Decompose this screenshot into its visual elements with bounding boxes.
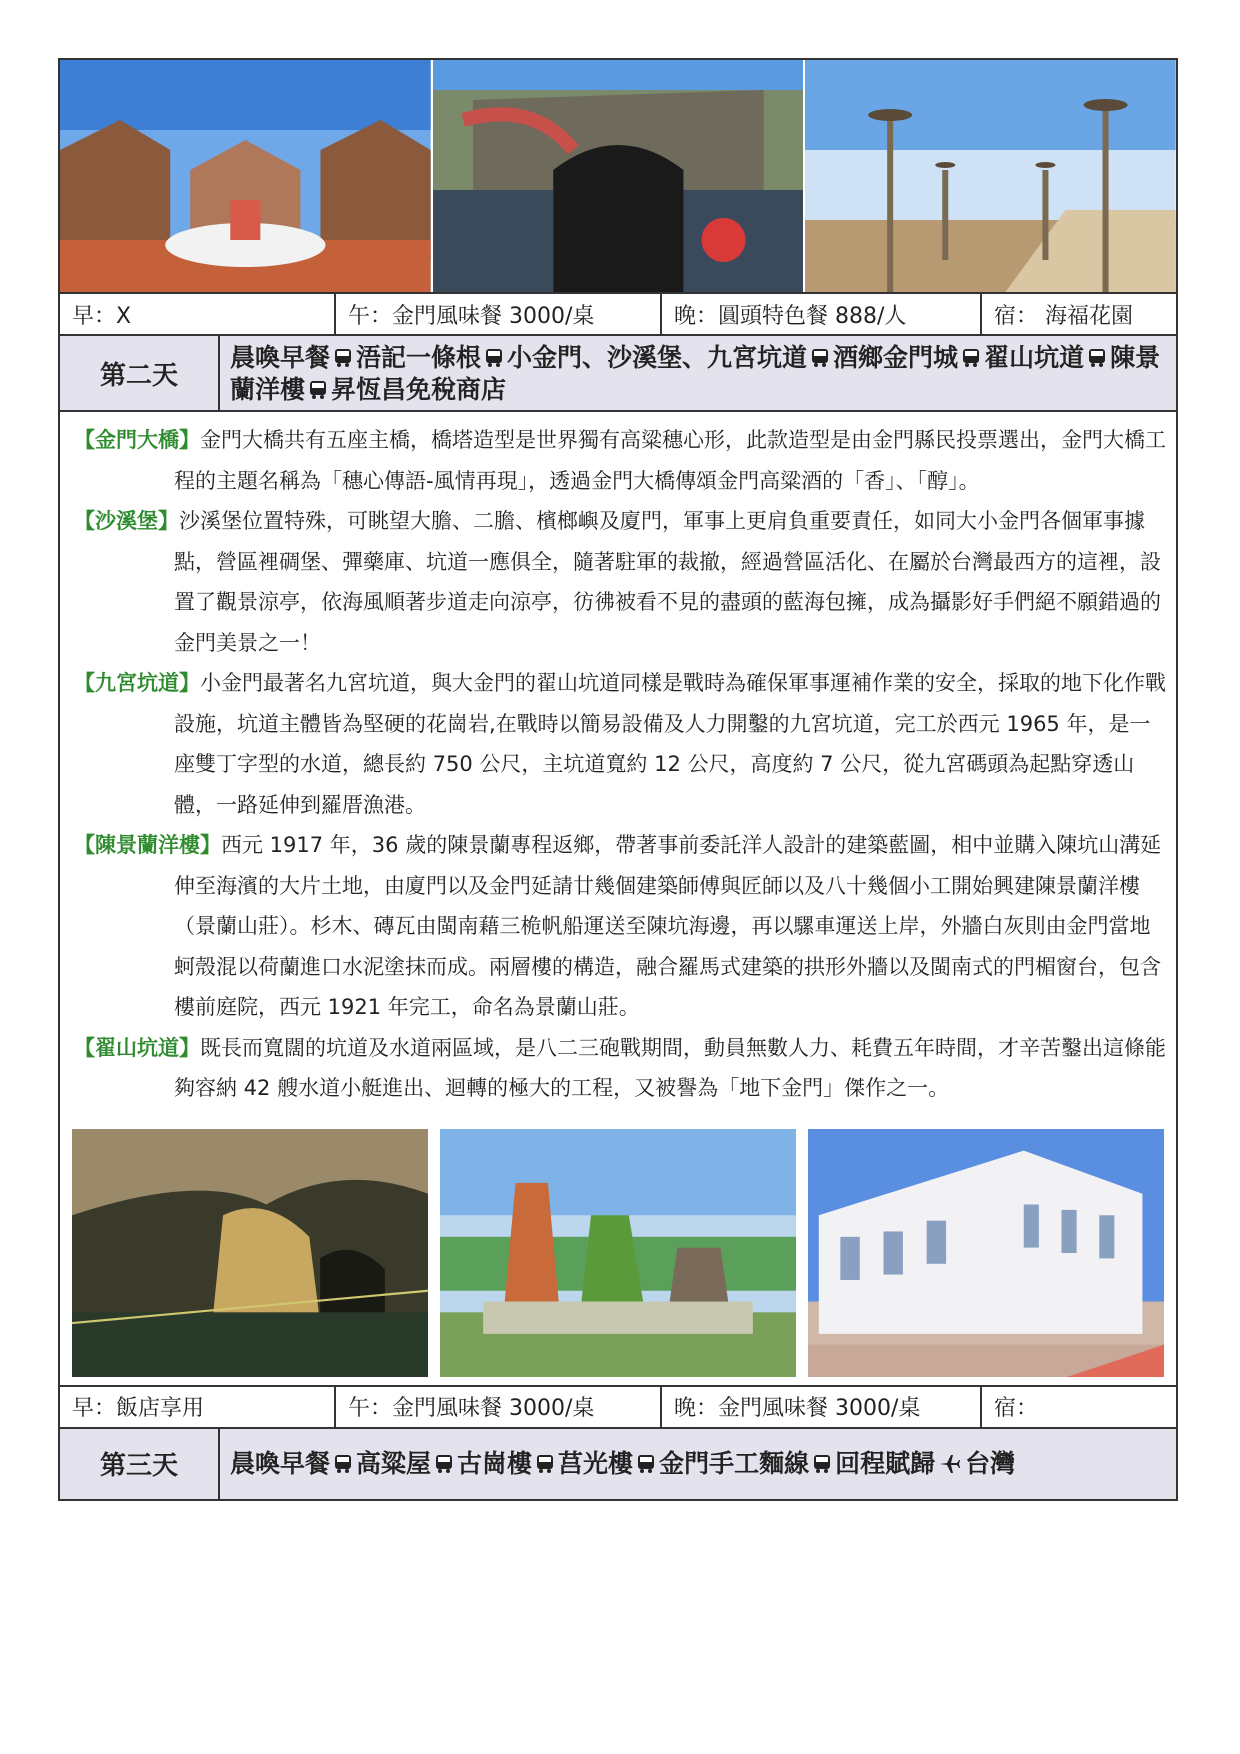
- desc-text: 小金門最著名九宮坑道，與大金門的翟山坑道同樣是戰時為確保軍事運補作業的安全，採取的地下化作戰設施，坑道主體皆為堅硬的花崗岩,在戰時以簡易設備及人力開鑿的九宮坑道，完工於西元 1965 年，是一座雙丁字型的水道，總長約 750 公尺，主坑道寬約 12 公尺，高度約 7 公尺，從九宮碼頭為起點穿透山體，一路延伸到羅厝漁港。: [174, 671, 1166, 817]
- day3-stop: 回程賦歸: [835, 1448, 936, 1478]
- day1-meals-row: [60, 294, 1176, 336]
- desc-tag: 【九宮坑道】: [74, 671, 200, 695]
- day1-lunch: 午：金門風味餐 3000/桌: [336, 294, 662, 334]
- day2-stop: 晨喚早餐: [230, 343, 331, 372]
- desc-shaxi-fort: [74, 501, 1166, 663]
- day3-stop: 莒光樓: [558, 1448, 634, 1478]
- day3-stop: 高粱屋: [356, 1448, 432, 1478]
- desc-text: 沙溪堡位置特殊，可眺望大膽、二膽、檳榔嶼及廈門，軍事上更肩負重要責任，如同大小金門各個軍事據點，營區裡碉堡、彈藥庫、坑道一應俱全，隨著駐軍的裁撤，經過營區活化、在屬於台灣最西方的這裡，設置了觀景涼亭，依海風順著步道走向涼亭，彷彿被看不見的盡頭的藍海包擁，成為攝影好手們絕不願錯過的金門美景之一！: [174, 509, 1161, 655]
- bus-icon: [962, 348, 980, 368]
- bus-icon: [1088, 348, 1106, 368]
- day2-stop: 小金門、沙溪堡、九宮坑道: [507, 343, 808, 372]
- desc-zhaishan-tunnel: [74, 1028, 1166, 1109]
- day2-stop: 酒鄉金門城: [833, 343, 959, 372]
- desc-text: 西元 1917 年，36 歲的陳景蘭專程返鄉，帶著事前委託洋人設計的建築藍圖，相中並購入陳坑山溝延伸至海濱的大片土地，由廈門以及金門延請廿幾個建築師傅與匠師以及八十幾個小工開始興建陳景蘭洋樓（景蘭山莊）。杉木、磚瓦由閩南藉三桅帆船運送至陳坑海邊，再以騾車運送上岸，外牆白灰則由金門當地蚵殼混以荷蘭進口水泥塗抹而成。兩層樓的構造，融合羅馬式建築的拱形外牆以及閩南式的門楣窗台，包含樓前庭院，西元 1921 年完工，命名為景蘭山莊。: [174, 833, 1162, 1019]
- bus-icon: [485, 348, 503, 368]
- top-photo-strip: [60, 60, 1176, 294]
- day2-breakfast: 早：飯店享用: [60, 1387, 336, 1427]
- photo-beach-sculptures: [805, 60, 1176, 292]
- airplane-icon: [939, 1454, 961, 1474]
- photo-western-mansion: [808, 1129, 1164, 1377]
- day3-stop: 晨喚早餐: [230, 1448, 331, 1478]
- day2-route: [220, 336, 1176, 410]
- photo-tunnel-entrance: [433, 60, 806, 292]
- day2-stop: 浯記一條根: [356, 343, 482, 372]
- desc-text: 金門大橋共有五座主橋，橋塔造型是世界獨有高粱穗心形，此款造型是由金門縣民投票選出，金門大橋工程的主題名稱為「穗心傳語-風情再現」，透過金門大橋傳頌金門高粱酒的「香」、「醇」。: [174, 428, 1166, 493]
- day2-dinner: 晚：金門風味餐 3000/桌: [662, 1387, 982, 1427]
- bus-icon: [637, 1454, 655, 1474]
- bus-icon: [334, 1454, 352, 1474]
- photo-cave-water: [72, 1129, 428, 1377]
- day1-breakfast: 早：X: [60, 294, 336, 334]
- day2-header: [60, 336, 1176, 412]
- desc-jiugong-tunnel: [74, 663, 1166, 825]
- desc-chen-jinglan-mansion: [74, 825, 1166, 1028]
- day2-hotel: 宿：: [994, 1396, 1039, 1421]
- bus-icon: [813, 1454, 831, 1474]
- day3-stop: 台灣: [965, 1448, 1016, 1478]
- photo-soldier-sculptures: [440, 1129, 796, 1377]
- desc-tag: 【陳景蘭洋樓】: [74, 833, 221, 857]
- day3-stop: 金門手工麵線: [659, 1448, 810, 1478]
- bus-icon: [435, 1454, 453, 1474]
- photo-temple: [60, 60, 433, 292]
- day3-route: [220, 1429, 1176, 1499]
- day2-lunch: 午：金門風味餐 3000/桌: [336, 1387, 662, 1427]
- desc-tag: 【沙溪堡】: [74, 509, 179, 533]
- day1-dinner: 晚：圓頭特色餐 888/人: [662, 294, 982, 334]
- itinerary-frame: [58, 58, 1178, 1501]
- day3-stop: 古崗樓: [457, 1448, 533, 1478]
- bus-icon: [334, 348, 352, 368]
- day3-label: 第三天: [60, 1429, 220, 1499]
- day2-photo-strip: [60, 1115, 1176, 1387]
- day3-header: [60, 1429, 1176, 1499]
- day2-descriptions: [60, 412, 1176, 1115]
- day1-hotel: 宿： 海福花園: [994, 303, 1133, 329]
- bus-icon: [536, 1454, 554, 1474]
- day2-meals-row: [60, 1387, 1176, 1429]
- day2-stop: 昇恆昌免稅商店: [331, 375, 507, 404]
- desc-tag: 【金門大橋】: [74, 428, 200, 452]
- bus-icon: [309, 380, 327, 400]
- day2-stop: 陳景蘭洋樓: [230, 343, 1161, 404]
- desc-tag: 【翟山坑道】: [74, 1035, 200, 1060]
- bus-icon: [811, 348, 829, 368]
- desc-kinmen-bridge: [74, 420, 1166, 501]
- desc-text: 既長而寬闊的坑道及水道兩區域，是八二三砲戰期間，動員無數人力、耗費五年時間，才辛苦鑿出這條能夠容納 42 艘水道小艇進出、迴轉的極大的工程，又被譽為「地下金門」傑作之一。: [174, 1035, 1166, 1100]
- day2-stop: 翟山坑道: [984, 343, 1085, 372]
- day2-label: 第二天: [60, 336, 220, 410]
